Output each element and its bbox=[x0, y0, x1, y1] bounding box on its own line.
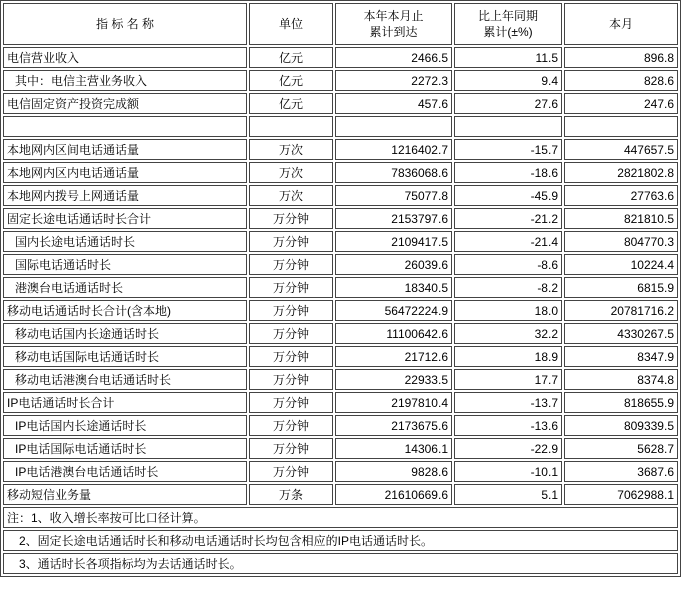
cumulative-cell: 11100642.6 bbox=[335, 323, 452, 344]
table-row bbox=[3, 254, 678, 275]
month-cell: 3687.6 bbox=[564, 461, 678, 482]
cumulative-cell: 21610669.6 bbox=[335, 484, 452, 505]
table-body bbox=[3, 47, 678, 574]
unit-cell: 万分钟 bbox=[249, 415, 333, 436]
table-row bbox=[3, 461, 678, 482]
header-indicator-name bbox=[3, 3, 247, 45]
table-row bbox=[3, 415, 678, 436]
yoy-cell: 5.1 bbox=[454, 484, 562, 505]
indicator-name-cell: IP电话国际电话通话时长 bbox=[3, 438, 247, 459]
indicator-name-cell: 移动短信业务量 bbox=[3, 484, 247, 505]
cumulative-cell: 56472224.9 bbox=[335, 300, 452, 321]
note-cell: 3、通话时长各项指标均为去话通话时长。 bbox=[3, 553, 678, 574]
header-unit bbox=[249, 3, 333, 45]
yoy-cell: -22.9 bbox=[454, 438, 562, 459]
note-cell: 2、固定长途电话通话时长和移动电话通话时长均包含相应的IP电话通话时长。 bbox=[3, 530, 678, 551]
cumulative-cell: 14306.1 bbox=[335, 438, 452, 459]
unit-cell: 万分钟 bbox=[249, 254, 333, 275]
month-cell: 5628.7 bbox=[564, 438, 678, 459]
indicator-name-cell: 电信营业收入 bbox=[3, 47, 247, 68]
month-cell: 896.8 bbox=[564, 47, 678, 68]
table-row bbox=[3, 70, 678, 91]
cumulative-cell: 457.6 bbox=[335, 93, 452, 114]
unit-cell: 亿元 bbox=[249, 93, 333, 114]
month-cell: 27763.6 bbox=[564, 185, 678, 206]
indicator-name-cell: 国际电话通话时长 bbox=[3, 254, 247, 275]
indicator-name-cell: 本地网内区间电话通话量 bbox=[3, 139, 247, 160]
unit-cell: 万条 bbox=[249, 484, 333, 505]
header-line: 本月 bbox=[608, 17, 633, 31]
yoy-cell: -18.6 bbox=[454, 162, 562, 183]
indicator-name-cell: 其中：电信主营业务收入 bbox=[3, 70, 247, 91]
cumulative-cell: 9828.6 bbox=[335, 461, 452, 482]
indicator-name-cell: 本地网内区内电话通话量 bbox=[3, 162, 247, 183]
header-line: 单位 bbox=[278, 17, 303, 31]
yoy-cell: -13.6 bbox=[454, 415, 562, 436]
month-cell: 247.6 bbox=[564, 93, 678, 114]
yoy-cell: -8.6 bbox=[454, 254, 562, 275]
unit-cell: 万次 bbox=[249, 185, 333, 206]
header-month bbox=[564, 3, 678, 45]
table-row bbox=[3, 47, 678, 68]
month-cell: 4330267.5 bbox=[564, 323, 678, 344]
cumulative-cell: 26039.6 bbox=[335, 254, 452, 275]
yoy-cell: 27.6 bbox=[454, 93, 562, 114]
month-cell: 818655.9 bbox=[564, 392, 678, 413]
table-row bbox=[3, 300, 678, 321]
table-row bbox=[3, 277, 678, 298]
yoy-cell: 18.9 bbox=[454, 346, 562, 367]
header-yoy bbox=[454, 3, 562, 45]
table-row bbox=[3, 231, 678, 252]
table-row bbox=[3, 323, 678, 344]
table-row bbox=[3, 93, 678, 114]
note-row bbox=[3, 530, 678, 551]
cumulative-cell: 21712.6 bbox=[335, 346, 452, 367]
header-line: 指 标 名 称 bbox=[95, 17, 154, 31]
month-cell: 8374.8 bbox=[564, 369, 678, 390]
note-row bbox=[3, 507, 678, 528]
cumulative-cell: 2109417.5 bbox=[335, 231, 452, 252]
yoy-cell: 11.5 bbox=[454, 47, 562, 68]
indicator-name-cell: 固定长途电话通话时长合计 bbox=[3, 208, 247, 229]
month-cell: 828.6 bbox=[564, 70, 678, 91]
month-cell: 10224.4 bbox=[564, 254, 678, 275]
yoy-cell: -21.2 bbox=[454, 208, 562, 229]
header-row bbox=[3, 3, 678, 45]
unit-cell: 万分钟 bbox=[249, 369, 333, 390]
unit-cell: 万分钟 bbox=[249, 208, 333, 229]
month-cell: 804770.3 bbox=[564, 231, 678, 252]
header-line: 比上年同期 bbox=[477, 9, 538, 23]
yoy-cell: 17.7 bbox=[454, 369, 562, 390]
indicator-name-cell: IP电话国内长途通话时长 bbox=[3, 415, 247, 436]
month-cell: 7062988.1 bbox=[564, 484, 678, 505]
yoy-cell: 9.4 bbox=[454, 70, 562, 91]
month-cell bbox=[564, 116, 678, 137]
table-row bbox=[3, 438, 678, 459]
unit-cell: 万分钟 bbox=[249, 392, 333, 413]
unit-cell: 亿元 bbox=[249, 70, 333, 91]
header-line: 本年本月止 bbox=[363, 9, 424, 23]
indicator-name-cell: 移动电话国内长途通话时长 bbox=[3, 323, 247, 344]
spacer-row bbox=[3, 116, 678, 137]
indicator-name-cell bbox=[3, 116, 247, 137]
note-cell: 注：1、收入增长率按可比口径计算。 bbox=[3, 507, 678, 528]
header-line: 累计到达 bbox=[369, 25, 418, 39]
indicator-name-cell: 电信固定资产投资完成额 bbox=[3, 93, 247, 114]
unit-cell: 万分钟 bbox=[249, 438, 333, 459]
yoy-cell: 18.0 bbox=[454, 300, 562, 321]
note-row bbox=[3, 553, 678, 574]
header-cumulative bbox=[335, 3, 452, 45]
month-cell: 20781716.2 bbox=[564, 300, 678, 321]
unit-cell: 万分钟 bbox=[249, 277, 333, 298]
month-cell: 447657.5 bbox=[564, 139, 678, 160]
unit-cell: 万分钟 bbox=[249, 231, 333, 252]
table-row bbox=[3, 208, 678, 229]
table-row bbox=[3, 392, 678, 413]
yoy-cell: -8.2 bbox=[454, 277, 562, 298]
table-row bbox=[3, 162, 678, 183]
month-cell: 2821802.8 bbox=[564, 162, 678, 183]
indicator-name-cell: IP电话港澳台电话通话时长 bbox=[3, 461, 247, 482]
cumulative-cell: 2272.3 bbox=[335, 70, 452, 91]
unit-cell: 亿元 bbox=[249, 47, 333, 68]
table-row bbox=[3, 346, 678, 367]
yoy-cell: -10.1 bbox=[454, 461, 562, 482]
cumulative-cell: 2153797.6 bbox=[335, 208, 452, 229]
cumulative-cell: 22933.5 bbox=[335, 369, 452, 390]
unit-cell: 万分钟 bbox=[249, 346, 333, 367]
yoy-cell: -45.9 bbox=[454, 185, 562, 206]
yoy-cell: -15.7 bbox=[454, 139, 562, 160]
month-cell: 821810.5 bbox=[564, 208, 678, 229]
cumulative-cell: 2466.5 bbox=[335, 47, 452, 68]
table-row bbox=[3, 185, 678, 206]
month-cell: 6815.9 bbox=[564, 277, 678, 298]
cumulative-cell bbox=[335, 116, 452, 137]
indicator-name-cell: 港澳台电话通话时长 bbox=[3, 277, 247, 298]
unit-cell: 万次 bbox=[249, 162, 333, 183]
cumulative-cell: 1216402.7 bbox=[335, 139, 452, 160]
header-line: 累计(±%) bbox=[483, 25, 533, 39]
unit-cell: 万次 bbox=[249, 139, 333, 160]
yoy-cell: -13.7 bbox=[454, 392, 562, 413]
month-cell: 8347.9 bbox=[564, 346, 678, 367]
yoy-cell bbox=[454, 116, 562, 137]
indicator-name-cell: 移动电话港澳台电话通话时长 bbox=[3, 369, 247, 390]
yoy-cell: -21.4 bbox=[454, 231, 562, 252]
indicator-name-cell: 移动电话通话时长合计(含本地) bbox=[3, 300, 247, 321]
cumulative-cell: 2197810.4 bbox=[335, 392, 452, 413]
indicator-name-cell: 移动电话国际电话通话时长 bbox=[3, 346, 247, 367]
yoy-cell: 32.2 bbox=[454, 323, 562, 344]
unit-cell: 万分钟 bbox=[249, 300, 333, 321]
unit-cell: 万分钟 bbox=[249, 323, 333, 344]
cumulative-cell: 75077.8 bbox=[335, 185, 452, 206]
indicator-name-cell: 国内长途电话通话时长 bbox=[3, 231, 247, 252]
cumulative-cell: 2173675.6 bbox=[335, 415, 452, 436]
cumulative-cell: 7836068.6 bbox=[335, 162, 452, 183]
table-row bbox=[3, 139, 678, 160]
indicator-name-cell: IP电话通话时长合计 bbox=[3, 392, 247, 413]
cumulative-cell: 18340.5 bbox=[335, 277, 452, 298]
table-row bbox=[3, 369, 678, 390]
unit-cell: 万分钟 bbox=[249, 461, 333, 482]
indicator-name-cell: 本地网内拨号上网通话量 bbox=[3, 185, 247, 206]
table-row bbox=[3, 484, 678, 505]
unit-cell bbox=[249, 116, 333, 137]
month-cell: 809339.5 bbox=[564, 415, 678, 436]
